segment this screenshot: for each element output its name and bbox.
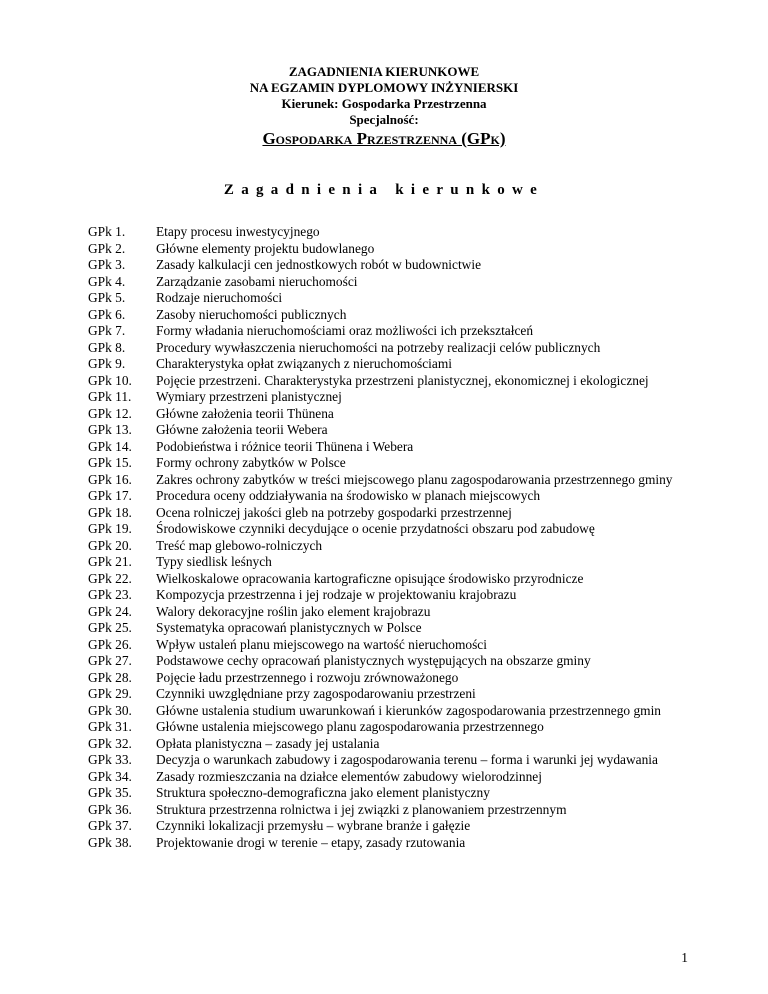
list-item (88, 703, 690, 720)
list-item (88, 373, 690, 390)
item-text: Procedury wywłaszczenia nieruchomości na potrzeby realizacji celów publicznych (156, 339, 601, 355)
item-number: GPk 14. (88, 438, 132, 454)
item-text: Treść map glebowo-rolniczych (156, 537, 323, 553)
list-item (88, 802, 690, 819)
item-number: GPk 8. (88, 339, 126, 355)
item-text: Główne elementy projektu budowlanego (156, 240, 375, 256)
item-number: GPk 16. (88, 471, 132, 487)
item-number: GPk 29. (88, 686, 132, 701)
item-number: GPk 37. (88, 818, 132, 833)
item-text: Podobieństwa i różnice teorii Thünena i Webera (156, 438, 414, 454)
list-item (88, 637, 690, 654)
list-item (88, 389, 690, 406)
item-text: Procedura oceny oddziaływania na środowisko w planach miejscowych (156, 488, 541, 503)
item-number: GPk 20. (88, 537, 132, 553)
header-line-3: Kierunek: Gospodarka Przestrzenna (281, 96, 487, 111)
item-number: GPk 22. (88, 570, 132, 586)
list-item (88, 323, 690, 340)
item-text: Rodzaje nieruchomości (156, 290, 283, 305)
document-title: Gospodarka Przestrzenna (GPk) (262, 129, 506, 148)
item-text: Walory dekoracyjne roślin jako element krajobrazu (156, 603, 431, 619)
item-text: Pojęcie przestrzeni. Charakterystyka przestrzeni planistycznej, ekonomicznej i ekologicznej (156, 372, 649, 388)
list-item (88, 455, 690, 472)
list-item (88, 241, 690, 258)
list-item (88, 274, 690, 291)
item-text: Podstawowe cechy opracowań planistycznych występujących na obszarze gminy (156, 653, 591, 668)
item-text: Główne ustalenia miejscowego planu zagospodarowania przestrzennego (156, 719, 544, 734)
item-text: Czynniki uwzględniane przy zagospodarowaniu przestrzeni (156, 686, 476, 701)
list-item (88, 818, 690, 835)
list-item (88, 670, 690, 687)
item-text: Decyzja o warunkach zabudowy i zagospodarowania terenu – forma i warunki jej wydawania (156, 752, 658, 767)
list-item (88, 307, 690, 324)
item-text: Wielkoskalowe opracowania kartograficzne opisujące środowisko przyrodnicze (156, 570, 584, 586)
item-number: GPk 25. (88, 620, 132, 635)
item-text: Formy władania nieruchomościami oraz możliwości ich przekształceń (156, 323, 534, 338)
item-text: Główne ustalenia studium uwarunkowań i kierunków zagospodarowania przestrzennego gmin (156, 702, 661, 718)
item-text: Ocena rolniczej jakości gleb na potrzeby gospodarki przestrzennej (156, 504, 512, 520)
item-number: GPk 27. (88, 653, 132, 668)
header-line-1: ZAGADNIENIA KIERUNKOWE (288, 64, 480, 79)
list-item (88, 538, 690, 555)
item-text: Zasady rozmieszczania na działce elementów zabudowy wielorodzinnej (156, 768, 542, 784)
item-number: GPk 1. (88, 224, 126, 239)
item-number: GPk 35. (88, 785, 132, 800)
item-text: Zasoby nieruchomości publicznych (156, 306, 347, 322)
list-item (88, 736, 690, 753)
list-item (88, 620, 690, 637)
item-number: GPk 7. (88, 323, 126, 338)
item-text: Pojęcie ładu przestrzennego i rozwoju zrównoważonego (156, 669, 459, 685)
item-number: GPk 15. (88, 455, 132, 470)
item-text: Typy siedlisk leśnych (156, 554, 272, 569)
list-item (88, 587, 690, 604)
item-text: Zarządzanie zasobami nieruchomości (156, 273, 358, 289)
item-number: GPk 24. (88, 603, 132, 619)
list-item (88, 769, 690, 786)
list-item (88, 472, 690, 489)
item-number: GPk 18. (88, 504, 132, 520)
item-number: GPk 21. (88, 554, 132, 569)
item-text: Zakres ochrony zabytków w treści miejscowego planu zagospodarowania przestrzennego gminy (156, 471, 673, 487)
item-number: GPk 10. (88, 372, 132, 388)
page-number: 1 (681, 950, 688, 965)
item-text: Struktura przestrzenna rolnictwa i jej związki z planowaniem przestrzennym (156, 801, 567, 817)
item-number: GPk 33. (88, 752, 132, 767)
list-item (88, 719, 690, 736)
item-number: GPk 26. (88, 636, 132, 652)
item-text: Opłata planistyczna – zasady jej ustalania (156, 735, 380, 751)
item-number: GPk 31. (88, 719, 132, 734)
item-text: Wymiary przestrzeni planistycznej (156, 389, 342, 404)
list-item (88, 835, 690, 852)
item-text: Główne założenia teorii Thünena (156, 405, 334, 421)
item-text: Główne założenia teorii Webera (156, 422, 328, 437)
list-item (88, 488, 690, 505)
item-number: GPk 34. (88, 768, 132, 784)
list-item (88, 571, 690, 588)
list-item (88, 686, 690, 703)
item-number: GPk 28. (88, 669, 132, 685)
item-number: GPk 4. (88, 273, 126, 289)
topic-list (88, 224, 690, 851)
list-item (88, 406, 690, 423)
item-number: GPk 19. (88, 521, 132, 536)
item-number: GPk 11. (88, 389, 132, 404)
item-text: Formy ochrony zabytków w Polsce (156, 455, 346, 470)
list-item (88, 290, 690, 307)
item-text: Projektowanie drogi w terenie – etapy, zasady rzutowania (156, 834, 466, 850)
item-text: Środowiskowe czynniki decydujące o ocenie przydatności obszaru pod zabudowę (156, 521, 595, 536)
item-number: GPk 23. (88, 587, 132, 602)
list-item (88, 785, 690, 802)
item-text: Etapy procesu inwestycyjnego (156, 224, 320, 239)
item-text: Wpływ ustaleń planu miejscowego na wartość nieruchomości (156, 636, 487, 652)
list-item (88, 422, 690, 439)
item-number: GPk 36. (88, 801, 132, 817)
list-item (88, 356, 690, 373)
list-item (88, 604, 690, 621)
list-item (88, 653, 690, 670)
item-number: GPk 32. (88, 735, 132, 751)
list-item (88, 224, 690, 241)
list-item (88, 439, 690, 456)
header-line-2: NA EGZAMIN DYPLOMOWY INŻYNIERSKI (249, 80, 519, 95)
item-text: Struktura społeczno-demograficzna jako element planistyczny (156, 785, 490, 800)
item-text: Systematyka opracowań planistycznych w Polsce (156, 620, 422, 635)
list-item (88, 554, 690, 571)
item-number: GPk 13. (88, 422, 132, 437)
header-line-4: Specjalność: (349, 112, 419, 127)
list-item (88, 521, 690, 538)
item-text: Kompozycja przestrzenna i jej rodzaje w projektowaniu krajobrazu (156, 587, 517, 602)
item-text: Charakterystyka opłat związanych z nieruchomościami (156, 356, 452, 371)
item-number: GPk 5. (88, 290, 126, 305)
item-number: GPk 30. (88, 702, 132, 718)
item-text: Zasady kalkulacji cen jednostkowych robót w budownictwie (156, 257, 482, 272)
item-text: Czynniki lokalizacji przemysłu – wybrane branże i gałęzie (156, 818, 471, 833)
section-subtitle: Zagadnienia kierunkowe (223, 182, 545, 198)
list-item (88, 257, 690, 274)
item-number: GPk 3. (88, 257, 126, 272)
item-number: GPk 38. (88, 834, 132, 850)
list-item (88, 505, 690, 522)
item-number: GPk 9. (88, 356, 126, 371)
list-item (88, 752, 690, 769)
item-number: GPk 2. (88, 240, 126, 256)
item-number: GPk 17. (88, 488, 132, 503)
list-item (88, 340, 690, 357)
item-number: GPk 12. (88, 405, 132, 421)
item-number: GPk 6. (88, 306, 126, 322)
